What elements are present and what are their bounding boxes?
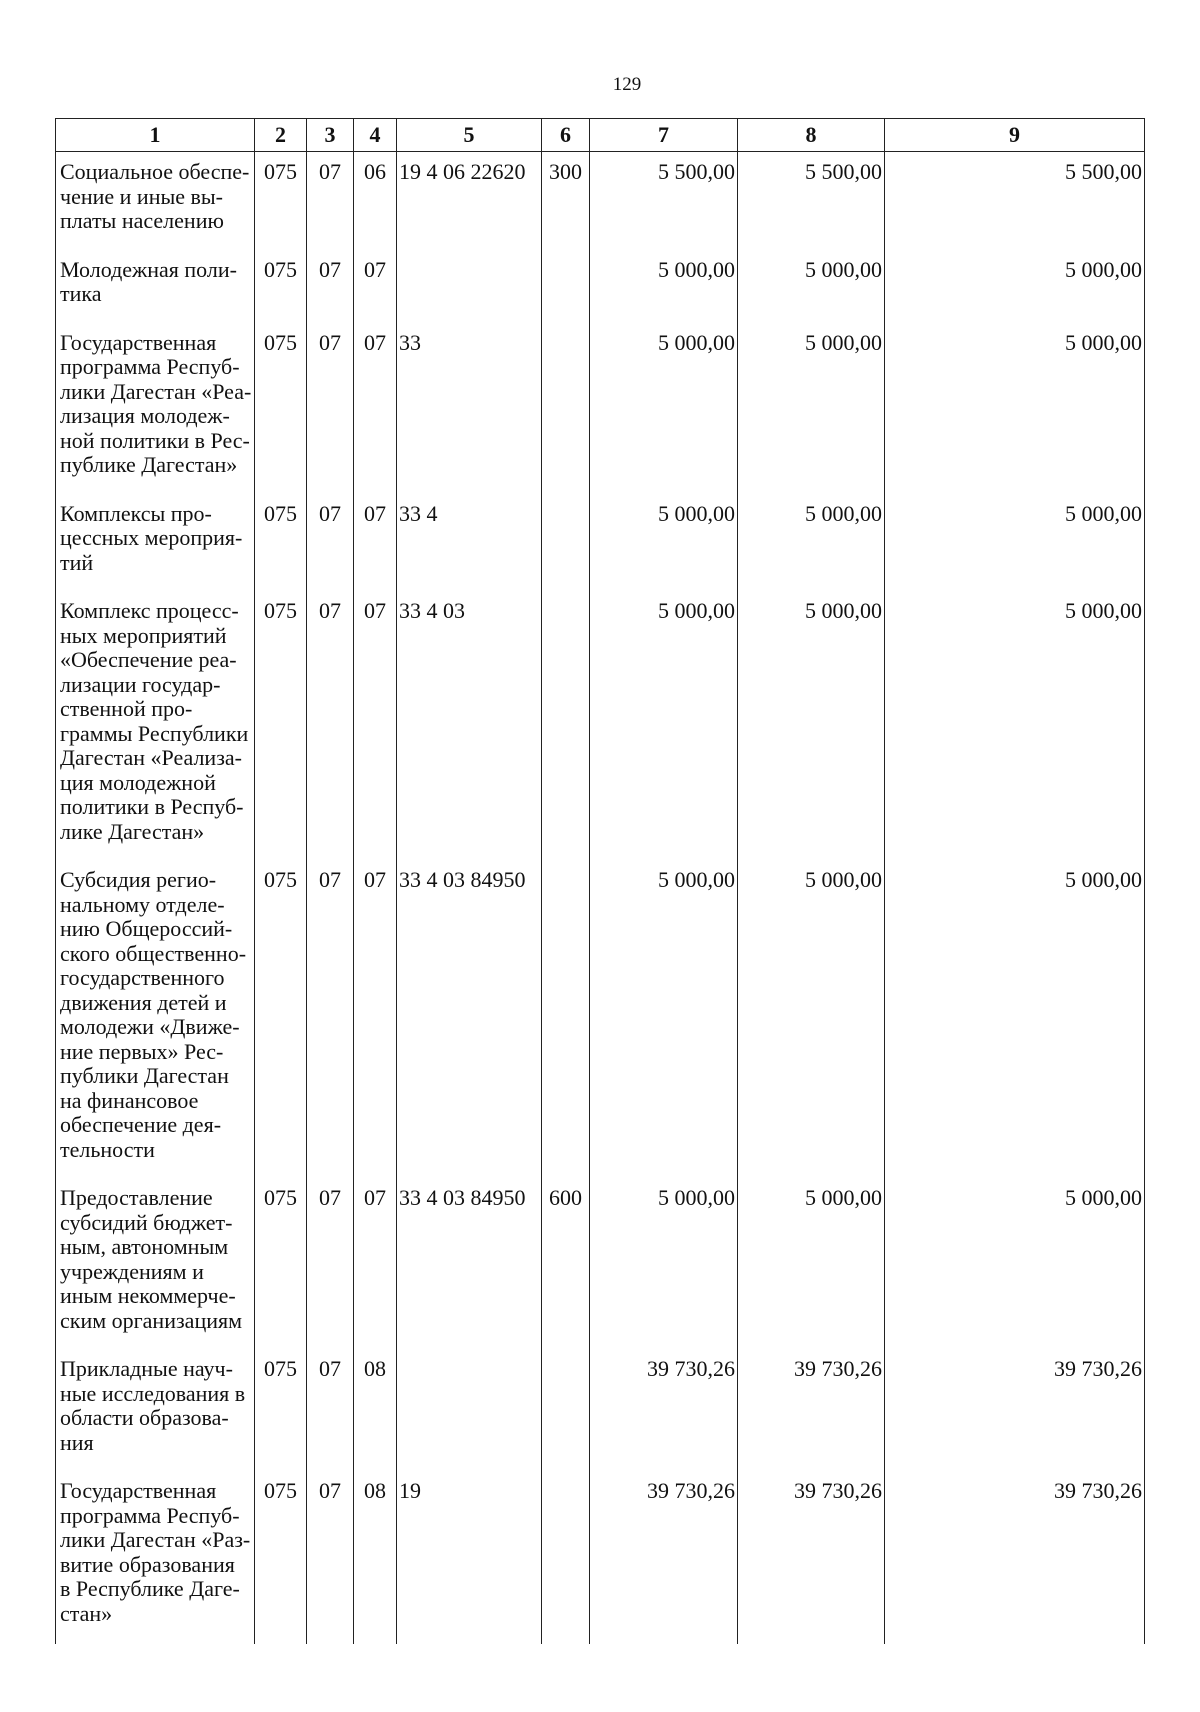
amount-column-7-cell: 39 730,26 bbox=[590, 1470, 738, 1644]
row-name-line: ским организациям bbox=[60, 1307, 243, 1333]
code-column-5-cell: 19 bbox=[397, 1470, 542, 1644]
row-name-line: публике Дагестан» bbox=[60, 452, 238, 477]
code-column-6-cell bbox=[542, 859, 590, 1177]
row-name-line: «Обеспечение реа- bbox=[60, 647, 237, 672]
row-name-line: Молодежная поли- bbox=[60, 256, 237, 282]
row-name-line: Предоставление bbox=[60, 1185, 213, 1210]
amount-column-9-cell: 5 000,00 bbox=[885, 322, 1145, 493]
column-header-8: 8 bbox=[738, 119, 885, 152]
row-name-cell bbox=[56, 1470, 255, 1644]
row-name-line: витие образования bbox=[60, 1551, 235, 1577]
code-column-4-cell: 07 bbox=[354, 590, 397, 859]
row-name-line: государственного bbox=[60, 965, 225, 990]
row-name-line: чение и иные вы- bbox=[60, 183, 224, 209]
row-name-line: программа Респуб- bbox=[60, 354, 240, 379]
budget-table-container bbox=[55, 118, 1144, 1644]
code-column-2-cell: 075 bbox=[255, 590, 307, 859]
row-name-line: цессных мероприя- bbox=[60, 525, 243, 550]
table-row bbox=[56, 493, 1145, 591]
amount-column-7-cell: 5 000,00 bbox=[590, 859, 738, 1177]
row-name-line: ной политики в Рес- bbox=[60, 427, 250, 453]
code-column-3-cell: 07 bbox=[307, 1470, 354, 1644]
page-number: 129 bbox=[612, 74, 642, 95]
code-column-2-cell: 075 bbox=[255, 322, 307, 493]
table-body bbox=[56, 152, 1145, 1645]
code-column-5-cell: 33 4 03 bbox=[397, 590, 542, 859]
amount-column-8-cell: 5 500,00 bbox=[738, 152, 885, 249]
table-row bbox=[56, 152, 1145, 249]
amount-column-8-cell: 5 000,00 bbox=[738, 590, 885, 859]
row-name-line: ция молодежной bbox=[60, 769, 216, 795]
code-column-4-cell: 07 bbox=[354, 859, 397, 1177]
amount-column-9-cell: 5 000,00 bbox=[885, 249, 1145, 322]
code-column-5-cell: 33 bbox=[397, 322, 542, 493]
amount-column-7-cell: 5 000,00 bbox=[590, 322, 738, 493]
amount-column-8-cell: 5 000,00 bbox=[738, 1177, 885, 1348]
row-name-line: ные исследования в bbox=[60, 1380, 246, 1406]
row-name-line: ского общественно- bbox=[60, 940, 247, 966]
budget-table bbox=[55, 118, 1145, 1644]
amount-column-9-cell: 5 000,00 bbox=[885, 1177, 1145, 1348]
amount-column-7-cell: 5 000,00 bbox=[590, 590, 738, 859]
row-name-line: Прикладные науч- bbox=[60, 1356, 233, 1381]
code-column-5-cell: 33 4 03 84950 bbox=[397, 1177, 542, 1348]
row-name-cell bbox=[56, 1348, 255, 1470]
column-header-9: 9 bbox=[885, 119, 1145, 152]
code-column-6-cell: 600 bbox=[542, 1177, 590, 1348]
code-column-4-cell: 07 bbox=[354, 493, 397, 591]
code-column-4-cell: 06 bbox=[354, 152, 397, 249]
row-name-line: стан» bbox=[60, 1600, 113, 1626]
row-name-line: ния bbox=[60, 1429, 94, 1455]
code-column-5-cell: 33 4 03 84950 bbox=[397, 859, 542, 1177]
code-column-4-cell: 07 bbox=[354, 1177, 397, 1348]
column-header-3: 3 bbox=[307, 119, 354, 152]
code-column-5-cell: 33 4 bbox=[397, 493, 542, 591]
row-name-line: политики в Респуб- bbox=[60, 794, 244, 819]
code-column-3-cell: 07 bbox=[307, 322, 354, 493]
row-name-line: на финансовое bbox=[60, 1087, 199, 1113]
row-name-line: Государственная bbox=[60, 329, 217, 355]
amount-column-9-cell: 5 000,00 bbox=[885, 493, 1145, 591]
amount-column-9-cell: 5 500,00 bbox=[885, 152, 1145, 249]
code-column-3-cell: 07 bbox=[307, 152, 354, 249]
row-name-line: учреждениям и bbox=[60, 1258, 204, 1284]
row-name-cell bbox=[56, 493, 255, 591]
column-header-7: 7 bbox=[590, 119, 738, 152]
row-name-cell bbox=[56, 859, 255, 1177]
code-column-3-cell: 07 bbox=[307, 1177, 354, 1348]
row-name-line: тий bbox=[60, 549, 94, 575]
amount-column-9-cell: 5 000,00 bbox=[885, 590, 1145, 859]
row-name-line: тельности bbox=[60, 1136, 155, 1162]
header-row bbox=[56, 119, 1145, 152]
code-column-6-cell bbox=[542, 322, 590, 493]
row-name-line: лизации государ- bbox=[60, 671, 221, 697]
row-name-line: субсидий бюджет- bbox=[60, 1209, 233, 1235]
amount-column-8-cell: 5 000,00 bbox=[738, 322, 885, 493]
row-name-line: Дагестан «Реализа- bbox=[60, 745, 242, 770]
row-name-cell bbox=[56, 249, 255, 322]
code-column-4-cell: 07 bbox=[354, 249, 397, 322]
amount-column-7-cell: 5 000,00 bbox=[590, 493, 738, 591]
row-name-line: Комплекс процесс- bbox=[60, 598, 239, 623]
amount-column-8-cell: 5 000,00 bbox=[738, 493, 885, 591]
code-column-5-cell: 19 4 06 22620 bbox=[397, 152, 542, 249]
column-header-6: 6 bbox=[542, 119, 590, 152]
column-header-2: 2 bbox=[255, 119, 307, 152]
row-name-cell bbox=[56, 322, 255, 493]
amount-column-7-cell: 5 000,00 bbox=[590, 249, 738, 322]
amount-column-8-cell: 39 730,26 bbox=[738, 1348, 885, 1470]
code-column-3-cell: 07 bbox=[307, 590, 354, 859]
code-column-2-cell: 075 bbox=[255, 1177, 307, 1348]
row-name-line: программа Респуб- bbox=[60, 1502, 240, 1528]
code-column-4-cell: 08 bbox=[354, 1470, 397, 1644]
code-column-6-cell bbox=[542, 249, 590, 322]
column-header-1: 1 bbox=[56, 119, 255, 152]
row-name-line: платы населению bbox=[60, 208, 224, 233]
amount-column-8-cell: 39 730,26 bbox=[738, 1470, 885, 1644]
code-column-2-cell: 075 bbox=[255, 859, 307, 1177]
amount-column-7-cell: 39 730,26 bbox=[590, 1348, 738, 1470]
row-name-line: тика bbox=[60, 281, 102, 306]
row-name-cell bbox=[56, 152, 255, 249]
row-name-line: ственной про- bbox=[60, 696, 193, 721]
row-name-line: лике Дагестан» bbox=[60, 818, 205, 844]
row-name-line: публики Дагестан bbox=[60, 1063, 229, 1088]
code-column-5-cell bbox=[397, 1348, 542, 1470]
column-header-4: 4 bbox=[354, 119, 397, 152]
code-column-6-cell: 300 bbox=[542, 152, 590, 249]
code-column-3-cell: 07 bbox=[307, 249, 354, 322]
row-name-line: Комплексы про- bbox=[60, 500, 212, 526]
row-name-line: ние первых» Рес- bbox=[60, 1038, 224, 1064]
table-row bbox=[56, 1177, 1145, 1348]
row-name-line: Социальное обеспе- bbox=[60, 159, 250, 184]
row-name-line: иным некоммерче- bbox=[60, 1283, 236, 1308]
amount-column-7-cell: 5 000,00 bbox=[590, 1177, 738, 1348]
row-name-line: Государственная bbox=[60, 1478, 217, 1503]
amount-column-8-cell: 5 000,00 bbox=[738, 249, 885, 322]
row-name-line: ных мероприятий bbox=[60, 622, 227, 648]
amount-column-9-cell: 39 730,26 bbox=[885, 1470, 1145, 1644]
code-column-3-cell: 07 bbox=[307, 859, 354, 1177]
table-row bbox=[56, 249, 1145, 322]
row-name-line: Субсидия регио- bbox=[60, 867, 217, 892]
code-column-4-cell: 07 bbox=[354, 322, 397, 493]
row-name-line: в Республике Даге- bbox=[60, 1576, 240, 1601]
row-name-line: граммы Республики bbox=[60, 720, 249, 746]
row-name-line: лизация молодеж- bbox=[60, 403, 230, 428]
code-column-4-cell: 08 bbox=[354, 1348, 397, 1470]
code-column-3-cell: 07 bbox=[307, 493, 354, 591]
table-row bbox=[56, 322, 1145, 493]
row-name-line: области образова- bbox=[60, 1405, 229, 1430]
row-name-line: нию Общероссий- bbox=[60, 916, 233, 941]
code-column-2-cell: 075 bbox=[255, 152, 307, 249]
code-column-6-cell bbox=[542, 1470, 590, 1644]
amount-column-9-cell: 39 730,26 bbox=[885, 1348, 1145, 1470]
code-column-2-cell: 075 bbox=[255, 249, 307, 322]
table-row bbox=[56, 1348, 1145, 1470]
row-name-line: нальному отделе- bbox=[60, 891, 225, 917]
code-column-2-cell: 075 bbox=[255, 493, 307, 591]
code-column-6-cell bbox=[542, 590, 590, 859]
amount-column-8-cell: 5 000,00 bbox=[738, 859, 885, 1177]
row-name-line: движения детей и bbox=[60, 989, 227, 1015]
code-column-5-cell bbox=[397, 249, 542, 322]
row-name-cell bbox=[56, 590, 255, 859]
code-column-6-cell bbox=[542, 493, 590, 591]
amount-column-7-cell: 5 500,00 bbox=[590, 152, 738, 249]
row-name-line: лики Дагестан «Реа- bbox=[60, 378, 252, 404]
row-name-line: молодежи «Движе- bbox=[60, 1014, 240, 1039]
column-header-5: 5 bbox=[397, 119, 542, 152]
table-row bbox=[56, 1470, 1145, 1644]
amount-column-9-cell: 5 000,00 bbox=[885, 859, 1145, 1177]
code-column-2-cell: 075 bbox=[255, 1348, 307, 1470]
code-column-6-cell bbox=[542, 1348, 590, 1470]
table-row bbox=[56, 859, 1145, 1177]
row-name-cell bbox=[56, 1177, 255, 1348]
code-column-2-cell: 075 bbox=[255, 1470, 307, 1644]
row-name-line: ным, автономным bbox=[60, 1234, 229, 1259]
code-column-3-cell: 07 bbox=[307, 1348, 354, 1470]
row-name-line: обеспечение дея- bbox=[60, 1112, 222, 1137]
row-name-line: лики Дагестан «Раз- bbox=[60, 1527, 251, 1552]
table-row bbox=[56, 590, 1145, 859]
